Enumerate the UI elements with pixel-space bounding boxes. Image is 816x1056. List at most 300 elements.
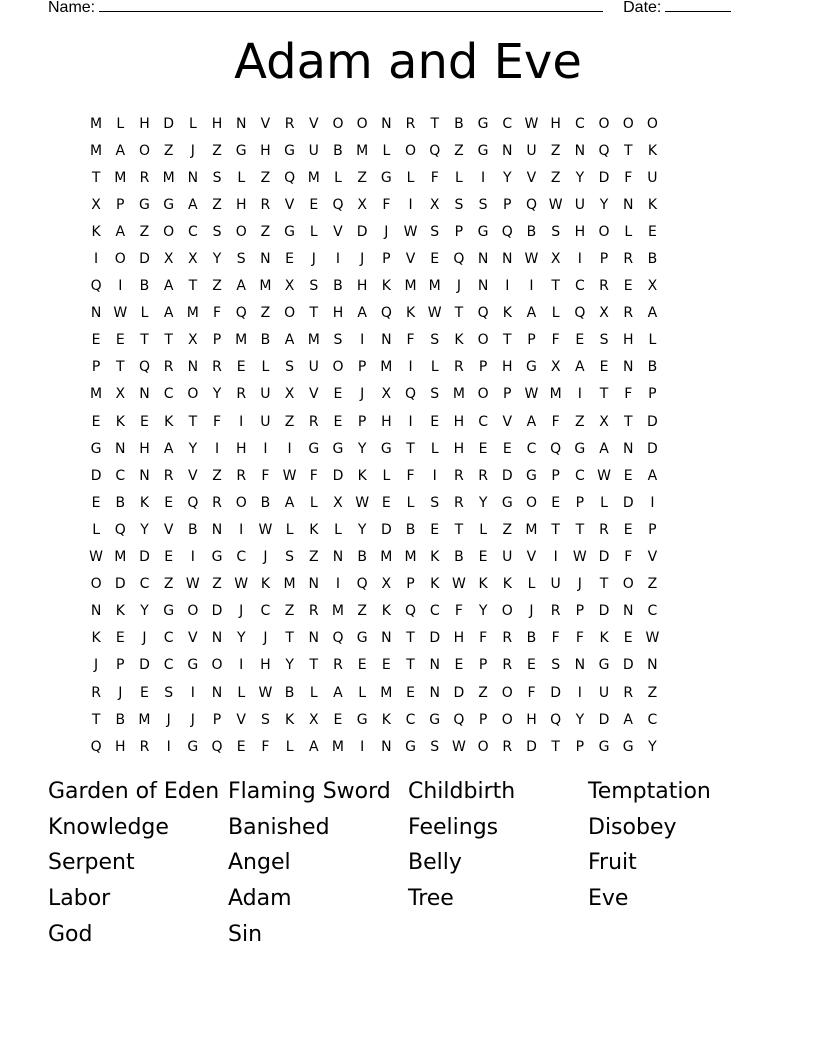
grid-letter[interactable]: I	[287, 440, 292, 457]
grid-letter[interactable]: T	[116, 359, 125, 376]
grid-letter[interactable]: G	[574, 440, 586, 457]
grid-letter[interactable]: R	[623, 305, 634, 322]
grid-letter[interactable]: N	[211, 684, 223, 701]
grid-letter[interactable]: Y	[285, 657, 294, 674]
grid-letter[interactable]: B	[284, 684, 295, 701]
grid-letter[interactable]: X	[188, 332, 198, 349]
grid-letter[interactable]: E	[236, 738, 246, 755]
grid-letter[interactable]: P	[575, 603, 585, 620]
grid-letter[interactable]: A	[284, 494, 295, 511]
grid-letter[interactable]: T	[623, 413, 633, 430]
grid-letter[interactable]: N	[622, 603, 634, 620]
grid-letter[interactable]: O	[187, 386, 199, 403]
grid-letter[interactable]: P	[116, 196, 125, 213]
grid-letter[interactable]: X	[550, 359, 561, 376]
grid-letter[interactable]: F	[527, 684, 536, 701]
grid-letter[interactable]: T	[551, 278, 560, 295]
grid-letter[interactable]: B	[405, 521, 416, 538]
grid-letter[interactable]: R	[405, 115, 416, 132]
grid-letter[interactable]: R	[550, 603, 561, 620]
grid-letter[interactable]: P	[382, 251, 391, 268]
grid-letter[interactable]: L	[406, 169, 415, 186]
grid-letter[interactable]: N	[502, 142, 513, 159]
grid-letter[interactable]: Q	[187, 494, 199, 511]
grid-letter[interactable]: Z	[163, 142, 174, 159]
grid-letter[interactable]: Q	[574, 305, 586, 322]
grid-letter[interactable]: W	[645, 630, 660, 647]
grid-letter[interactable]: T	[623, 142, 633, 159]
grid-letter[interactable]: A	[333, 684, 343, 701]
grid-letter[interactable]: R	[284, 115, 295, 132]
grid-letter[interactable]: C	[187, 223, 198, 240]
grid-letter[interactable]: G	[501, 494, 513, 511]
grid-letter[interactable]: I	[577, 251, 582, 268]
grid-letter[interactable]: T	[454, 521, 464, 538]
grid-letter[interactable]: M	[428, 278, 441, 295]
grid-letter[interactable]: O	[477, 386, 489, 403]
grid-letter[interactable]: V	[188, 630, 198, 647]
grid-letter[interactable]: N	[381, 630, 392, 647]
grid-letter[interactable]: K	[115, 413, 125, 430]
grid-letter[interactable]: D	[139, 549, 150, 566]
grid-letter[interactable]: Y	[599, 196, 609, 213]
grid-letter[interactable]: B	[260, 494, 271, 511]
grid-letter[interactable]: O	[332, 359, 344, 376]
grid-letter[interactable]: G	[211, 549, 223, 566]
grid-letter[interactable]: X	[308, 711, 319, 728]
grid-letter[interactable]: N	[574, 142, 586, 159]
grid-letter[interactable]: S	[551, 223, 561, 240]
grid-letter[interactable]: V	[260, 115, 271, 132]
grid-letter[interactable]: E	[599, 359, 609, 376]
grid-letter[interactable]: L	[382, 467, 391, 484]
grid-letter[interactable]: N	[429, 684, 440, 701]
grid-letter[interactable]: I	[214, 440, 220, 457]
grid-letter[interactable]: N	[574, 657, 586, 674]
grid-letter[interactable]: I	[577, 386, 582, 403]
grid-letter[interactable]: K	[91, 223, 101, 240]
grid-letter[interactable]: L	[648, 332, 657, 349]
grid-letter[interactable]: D	[90, 467, 102, 484]
grid-letter[interactable]: L	[92, 521, 100, 538]
grid-letter[interactable]: J	[166, 711, 171, 728]
grid-letter[interactable]: R	[454, 359, 464, 376]
grid-letter[interactable]: Q	[90, 278, 102, 295]
grid-letter[interactable]: N	[477, 251, 489, 268]
grid-letter[interactable]: E	[91, 332, 101, 349]
grid-letter[interactable]: W	[572, 549, 587, 566]
grid-letter[interactable]: V	[526, 169, 537, 186]
grid-letter[interactable]: Z	[284, 413, 295, 430]
grid-letter[interactable]: F	[624, 549, 633, 566]
grid-letter[interactable]: M	[380, 549, 393, 566]
grid-letter[interactable]: J	[263, 630, 268, 647]
grid-letter[interactable]: R	[163, 467, 174, 484]
grid-letter[interactable]: N	[260, 251, 271, 268]
grid-letter[interactable]: Y	[575, 169, 585, 186]
grid-letter[interactable]: R	[502, 657, 513, 674]
grid-letter[interactable]: F	[454, 603, 463, 620]
grid-letter[interactable]: E	[623, 278, 633, 295]
grid-letter[interactable]: G	[187, 738, 199, 755]
grid-letter[interactable]: Q	[453, 711, 465, 728]
grid-letter[interactable]: J	[360, 386, 365, 403]
grid-letter[interactable]: R	[139, 738, 150, 755]
grid-letter[interactable]: R	[454, 467, 464, 484]
grid-letter[interactable]: M	[259, 278, 272, 295]
grid-letter[interactable]: M	[235, 332, 248, 349]
grid-letter[interactable]: Z	[139, 223, 150, 240]
grid-letter[interactable]: D	[211, 603, 223, 620]
grid-letter[interactable]: O	[501, 711, 513, 728]
grid-letter[interactable]: F	[213, 413, 222, 430]
grid-letter[interactable]: A	[575, 359, 585, 376]
grid-letter[interactable]: L	[382, 142, 391, 159]
grid-letter[interactable]: W	[355, 494, 370, 511]
grid-letter[interactable]: P	[575, 494, 585, 511]
grid-letter[interactable]: P	[503, 386, 512, 403]
grid-letter[interactable]: N	[211, 521, 223, 538]
grid-letter[interactable]: O	[235, 223, 247, 240]
grid-letter[interactable]: W	[258, 521, 273, 538]
grid-letter[interactable]: T	[599, 386, 609, 403]
grid-letter[interactable]: F	[382, 196, 391, 213]
grid-letter[interactable]: L	[140, 305, 149, 322]
grid-letter[interactable]: I	[190, 549, 195, 566]
grid-letter[interactable]: O	[622, 576, 634, 593]
grid-letter[interactable]: U	[308, 359, 319, 376]
grid-letter[interactable]: N	[647, 657, 658, 674]
grid-letter[interactable]: K	[502, 576, 512, 593]
grid-letter[interactable]: G	[284, 142, 296, 159]
grid-letter[interactable]: Q	[332, 196, 344, 213]
grid-letter[interactable]: C	[574, 278, 585, 295]
grid-letter[interactable]: I	[481, 169, 486, 186]
grid-letter[interactable]: Z	[357, 603, 367, 620]
grid-letter[interactable]: L	[237, 169, 246, 186]
grid-letter[interactable]: R	[478, 467, 488, 484]
grid-letter[interactable]: R	[502, 738, 513, 755]
grid-letter[interactable]: I	[408, 196, 413, 213]
grid-letter[interactable]: E	[333, 413, 343, 430]
grid-letter[interactable]: L	[309, 494, 318, 511]
grid-letter[interactable]: S	[309, 278, 319, 295]
grid-letter[interactable]: A	[188, 196, 198, 213]
grid-letter[interactable]: Z	[212, 196, 222, 213]
grid-letter[interactable]: S	[430, 332, 440, 349]
grid-letter[interactable]: H	[115, 738, 126, 755]
grid-letter[interactable]: N	[139, 467, 150, 484]
grid-letter[interactable]: U	[260, 386, 271, 403]
grid-letter[interactable]: T	[406, 440, 415, 457]
grid-letter[interactable]: I	[408, 359, 413, 376]
grid-letter[interactable]: K	[309, 521, 319, 538]
grid-letter[interactable]: K	[357, 467, 367, 484]
grid-letter[interactable]: K	[454, 332, 464, 349]
grid-letter[interactable]: Y	[648, 738, 657, 755]
grid-letter[interactable]: B	[115, 711, 126, 728]
grid-letter[interactable]: X	[163, 251, 174, 268]
grid-letter[interactable]: O	[646, 115, 658, 132]
grid-letter[interactable]: O	[163, 223, 175, 240]
grid-letter[interactable]: K	[381, 603, 391, 620]
grid-letter[interactable]: H	[453, 413, 465, 430]
grid-letter[interactable]: G	[356, 711, 368, 728]
grid-letter[interactable]: Q	[501, 223, 513, 240]
grid-letter[interactable]: H	[356, 278, 368, 295]
grid-letter[interactable]: T	[91, 169, 101, 186]
grid-letter[interactable]: A	[526, 305, 537, 322]
grid-letter[interactable]: D	[453, 684, 465, 701]
grid-letter[interactable]: C	[139, 576, 150, 593]
grid-letter[interactable]: G	[235, 142, 247, 159]
grid-letter[interactable]: D	[356, 223, 368, 240]
grid-letter[interactable]: C	[163, 630, 174, 647]
grid-letter[interactable]: U	[502, 549, 513, 566]
grid-letter[interactable]: Z	[647, 576, 658, 593]
grid-letter[interactable]: D	[622, 657, 634, 674]
grid-letter[interactable]: I	[577, 684, 582, 701]
grid-letter[interactable]: I	[239, 657, 244, 674]
grid-letter[interactable]: Z	[308, 549, 319, 566]
grid-letter[interactable]: Y	[478, 494, 488, 511]
grid-letter[interactable]: S	[260, 711, 270, 728]
grid-letter[interactable]: Q	[138, 359, 150, 376]
grid-letter[interactable]: Z	[212, 142, 222, 159]
grid-letter[interactable]: E	[527, 657, 536, 674]
grid-letter[interactable]: S	[164, 684, 174, 701]
grid-letter[interactable]: M	[380, 359, 393, 376]
grid-letter[interactable]: G	[622, 738, 634, 755]
grid-letter[interactable]: P	[212, 332, 222, 349]
grid-letter[interactable]: O	[622, 115, 634, 132]
grid-letter[interactable]: Z	[260, 223, 271, 240]
grid-letter[interactable]: K	[599, 630, 609, 647]
grid-letter[interactable]: T	[406, 657, 415, 674]
grid-letter[interactable]: N	[308, 576, 320, 593]
grid-letter[interactable]: X	[599, 413, 609, 430]
grid-letter[interactable]: E	[285, 251, 295, 268]
grid-letter[interactable]: L	[237, 684, 246, 701]
grid-letter[interactable]: W	[548, 196, 563, 213]
grid-letter[interactable]: S	[430, 738, 440, 755]
grid-letter[interactable]: H	[526, 711, 537, 728]
grid-letter[interactable]: Q	[235, 305, 247, 322]
grid-letter[interactable]: Z	[357, 169, 367, 186]
grid-letter[interactable]: W	[258, 684, 273, 701]
grid-letter[interactable]: X	[429, 196, 440, 213]
grid-letter[interactable]: D	[139, 251, 150, 268]
grid-letter[interactable]: R	[236, 467, 247, 484]
grid-letter[interactable]: U	[308, 142, 319, 159]
grid-letter[interactable]: W	[234, 576, 249, 593]
grid-letter[interactable]: N	[381, 332, 392, 349]
grid-letter[interactable]: E	[647, 223, 657, 240]
grid-letter[interactable]: K	[430, 576, 440, 593]
grid-letter[interactable]: I	[505, 278, 510, 295]
grid-letter[interactable]: V	[526, 549, 537, 566]
grid-letter[interactable]: J	[311, 251, 316, 268]
grid-letter[interactable]: X	[381, 386, 392, 403]
grid-letter[interactable]: X	[357, 196, 367, 213]
grid-letter[interactable]: O	[138, 142, 150, 159]
grid-letter[interactable]: N	[622, 196, 634, 213]
grid-letter[interactable]: G	[308, 440, 320, 457]
grid-letter[interactable]: E	[333, 386, 343, 403]
grid-letter[interactable]: T	[309, 657, 319, 674]
grid-letter[interactable]: H	[139, 115, 150, 132]
grid-letter[interactable]: P	[527, 332, 536, 349]
grid-letter[interactable]: J	[456, 278, 461, 295]
grid-letter[interactable]: V	[163, 521, 174, 538]
grid-letter[interactable]: P	[478, 711, 488, 728]
grid-letter[interactable]: Y	[212, 386, 222, 403]
grid-letter[interactable]: H	[235, 440, 247, 457]
grid-letter[interactable]: U	[598, 684, 610, 701]
grid-letter[interactable]: N	[381, 115, 392, 132]
grid-letter[interactable]: D	[622, 494, 634, 511]
grid-letter[interactable]: A	[526, 413, 537, 430]
grid-letter[interactable]: H	[139, 440, 150, 457]
grid-letter[interactable]: E	[333, 711, 343, 728]
grid-letter[interactable]: L	[430, 440, 439, 457]
grid-letter[interactable]: R	[599, 278, 609, 295]
grid-letter[interactable]: N	[211, 630, 223, 647]
grid-letter[interactable]: H	[574, 223, 586, 240]
grid-letter[interactable]: D	[501, 467, 513, 484]
grid-letter[interactable]: H	[622, 332, 634, 349]
grid-letter[interactable]: R	[260, 196, 271, 213]
grid-letter[interactable]: E	[478, 549, 488, 566]
grid-letter[interactable]: Y	[212, 251, 222, 268]
grid-letter[interactable]: I	[239, 413, 244, 430]
grid-letter[interactable]: L	[188, 115, 197, 132]
grid-letter[interactable]: Z	[502, 521, 513, 538]
grid-letter[interactable]: R	[333, 657, 343, 674]
grid-letter[interactable]: F	[261, 738, 270, 755]
grid-letter[interactable]: B	[454, 549, 464, 566]
grid-letter[interactable]: P	[454, 223, 464, 240]
grid-letter[interactable]: I	[432, 467, 437, 484]
grid-letter[interactable]: A	[623, 711, 633, 728]
grid-letter[interactable]: I	[335, 576, 341, 593]
grid-letter[interactable]: P	[212, 711, 222, 728]
grid-letter[interactable]: R	[139, 169, 150, 186]
grid-letter[interactable]: H	[381, 413, 392, 430]
grid-letter[interactable]: J	[142, 630, 147, 647]
grid-letter[interactable]: Y	[575, 711, 585, 728]
grid-letter[interactable]: U	[260, 413, 271, 430]
date-field-line[interactable]	[665, 0, 731, 12]
grid-letter[interactable]: K	[260, 576, 270, 593]
grid-letter[interactable]: V	[284, 196, 295, 213]
grid-letter[interactable]: E	[91, 494, 101, 511]
grid-letter[interactable]: A	[357, 305, 367, 322]
grid-letter[interactable]: F	[575, 630, 584, 647]
grid-letter[interactable]: M	[525, 521, 538, 538]
grid-letter[interactable]: C	[574, 115, 585, 132]
grid-letter[interactable]: J	[384, 223, 389, 240]
grid-letter[interactable]: B	[526, 223, 537, 240]
grid-letter[interactable]: E	[164, 549, 174, 566]
grid-letter[interactable]: S	[285, 549, 295, 566]
grid-letter[interactable]: P	[503, 196, 512, 213]
grid-letter[interactable]: S	[454, 196, 464, 213]
grid-letter[interactable]: Z	[212, 576, 222, 593]
grid-letter[interactable]: N	[187, 169, 199, 186]
grid-letter[interactable]: G	[139, 196, 150, 213]
grid-letter[interactable]: V	[502, 413, 513, 430]
grid-letter[interactable]: D	[163, 115, 175, 132]
grid-letter[interactable]: O	[284, 305, 296, 322]
grid-letter[interactable]: S	[430, 223, 440, 240]
grid-letter[interactable]: R	[212, 359, 222, 376]
grid-letter[interactable]: S	[478, 196, 488, 213]
grid-letter[interactable]: E	[115, 332, 125, 349]
grid-letter[interactable]: G	[477, 115, 489, 132]
grid-letter[interactable]: L	[261, 359, 270, 376]
grid-letter[interactable]: U	[526, 142, 537, 159]
grid-letter[interactable]: B	[333, 142, 343, 159]
grid-letter[interactable]: T	[503, 332, 512, 349]
grid-letter[interactable]: R	[236, 386, 247, 403]
grid-letter[interactable]: O	[501, 684, 513, 701]
grid-letter[interactable]: O	[501, 603, 513, 620]
grid-letter[interactable]: N	[332, 549, 344, 566]
grid-letter[interactable]: F	[309, 467, 318, 484]
grid-letter[interactable]: I	[190, 684, 195, 701]
grid-letter[interactable]: C	[478, 413, 488, 430]
grid-letter[interactable]: K	[115, 603, 125, 620]
grid-letter[interactable]: X	[550, 251, 561, 268]
grid-letter[interactable]: E	[406, 684, 415, 701]
grid-letter[interactable]: T	[188, 413, 198, 430]
grid-letter[interactable]: T	[599, 576, 609, 593]
grid-letter[interactable]: W	[185, 576, 200, 593]
grid-letter[interactable]: L	[285, 521, 294, 538]
grid-letter[interactable]: M	[331, 738, 345, 755]
grid-letter[interactable]: I	[335, 251, 341, 268]
grid-letter[interactable]: E	[430, 413, 440, 430]
grid-letter[interactable]: O	[356, 115, 368, 132]
grid-letter[interactable]: E	[430, 521, 440, 538]
grid-letter[interactable]: R	[212, 494, 222, 511]
grid-letter[interactable]: X	[115, 386, 126, 403]
grid-letter[interactable]: L	[624, 223, 633, 240]
grid-letter[interactable]: M	[138, 711, 151, 728]
grid-letter[interactable]: A	[647, 467, 658, 484]
grid-letter[interactable]: F	[479, 630, 488, 647]
grid-letter[interactable]: O	[405, 142, 417, 159]
grid-letter[interactable]: E	[454, 657, 464, 674]
grid-letter[interactable]: B	[139, 278, 150, 295]
grid-letter[interactable]: C	[260, 603, 271, 620]
grid-letter[interactable]: N	[235, 115, 247, 132]
grid-letter[interactable]: M	[549, 386, 562, 403]
grid-letter[interactable]: V	[333, 223, 343, 240]
grid-letter[interactable]: S	[551, 657, 561, 674]
grid-letter[interactable]: G	[526, 467, 537, 484]
grid-letter[interactable]: N	[90, 305, 102, 322]
grid-letter[interactable]: S	[333, 332, 343, 349]
grid-letter[interactable]: Z	[647, 684, 658, 701]
grid-letter[interactable]: J	[529, 603, 534, 620]
grid-letter[interactable]: W	[451, 576, 466, 593]
grid-letter[interactable]: Z	[212, 467, 222, 484]
grid-letter[interactable]: P	[478, 657, 488, 674]
grid-letter[interactable]: H	[260, 657, 271, 674]
grid-letter[interactable]: K	[647, 196, 657, 213]
